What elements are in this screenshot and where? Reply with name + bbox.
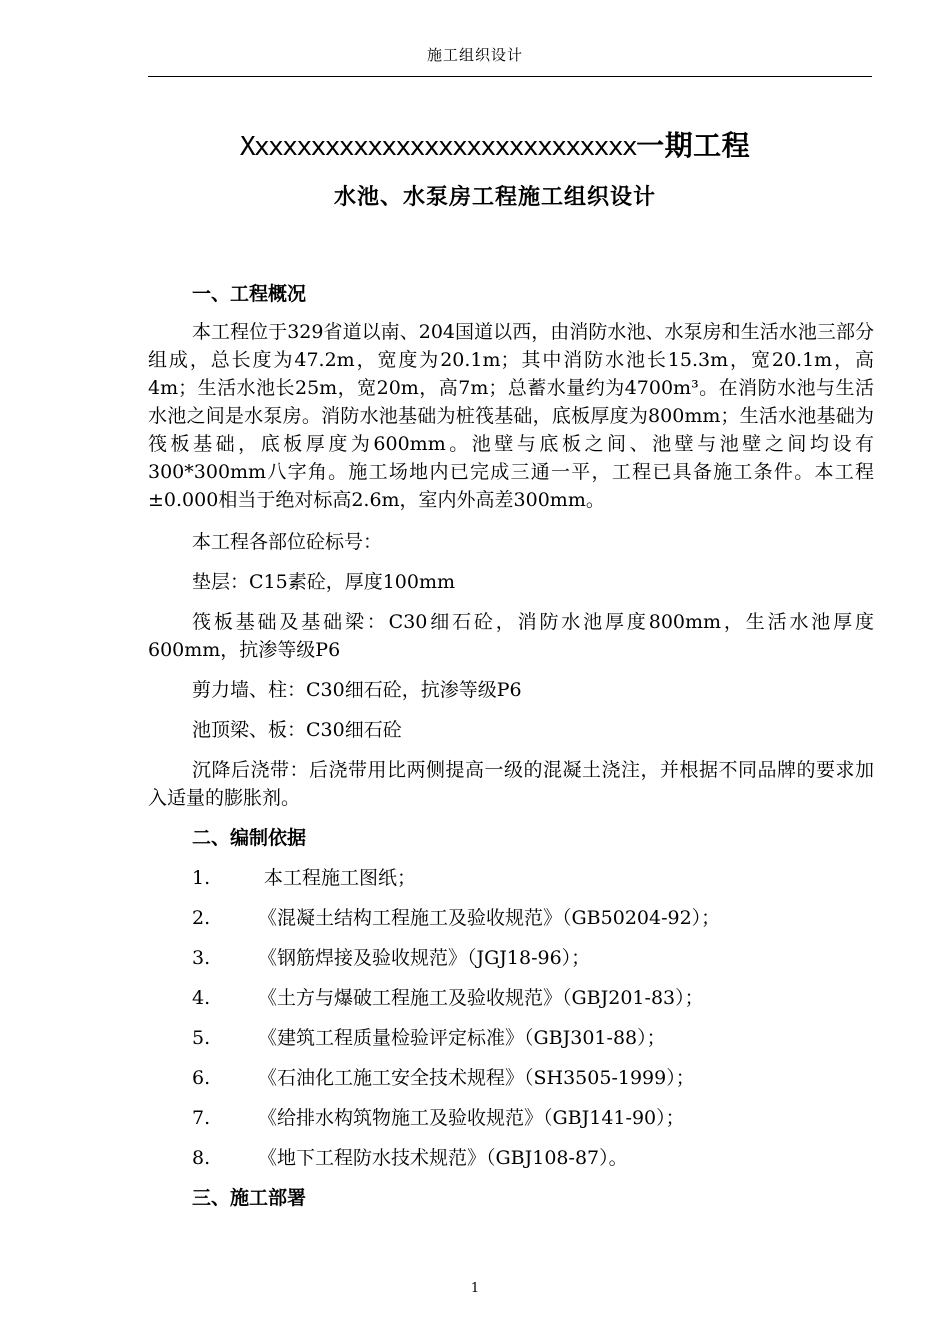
title-placeholder: Xxxxxxxxxxxxxxxxxxxxxxxxxxxx bbox=[239, 132, 637, 162]
list-item: 4. 《土方与爆破工程施工及验收规范》（GBJ201-83）； bbox=[192, 987, 704, 1009]
list-item: 3. 《钢筋焊接及验收规范》（JGJ18-96）； bbox=[192, 947, 591, 969]
overview-paragraph: 本工程位于329省道以南、204国道以西，由消防水池、水泵房和生活水池三部分组成，总长度为47.2m，宽度为20.1m；其中消防水池长15.3m，宽20.1m，高4m；生活水池长25m，宽20m，高7m；总蓄水量约为4700m³。在消防水池与生活水池之间是水泵房。消防水池基础为桩筏基础，底板厚度为800mm；生活水池基础为筏板基础，底板厚度为600mm。池壁与底板之间、池壁与池壁之间均设有300*300mm八字角。施工场地内已完成三通一平，工程已具备施工条件。本工程±0.000相当于绝对标高2.6m，室内外高差300mm。 bbox=[148, 321, 874, 511]
document-subtitle: 水池、水泵房工程施工组织设计 bbox=[333, 184, 656, 210]
section-heading-basis: 二、编制依据 bbox=[192, 827, 307, 849]
header-divider bbox=[148, 76, 872, 77]
list-item: 5. 《建筑工程质量检验评定标准》（GBJ301-88）； bbox=[192, 1027, 666, 1049]
concrete-grade-cushion: 垫层：C15素砼，厚度100mm bbox=[192, 571, 456, 593]
concrete-grade-intro: 本工程各部位砼标号： bbox=[192, 531, 383, 553]
reference-list bbox=[148, 864, 874, 1172]
list-item: 7. 《给排水构筑物施工及验收规范》（GBJ141-90）； bbox=[192, 1107, 685, 1129]
section-heading-deployment: 三、施工部署 bbox=[192, 1187, 307, 1209]
list-item: 2. 《混凝土结构工程施工及验收规范》（GB50204-92）； bbox=[192, 907, 721, 929]
concrete-grade-walls: 剪力墙、柱：C30细石砼，抗渗等级P6 bbox=[192, 679, 522, 701]
page-number: 1 bbox=[470, 1281, 480, 1296]
section-heading-overview: 一、工程概况 bbox=[192, 283, 307, 305]
concrete-grade-raft: 筏板基础及基础梁：C30细石砼，消防水池厚度800mm，生活水池厚度600mm，抗渗等级P6 bbox=[148, 611, 874, 661]
list-item: 6. 《石油化工施工安全技术规程》（SH3505-1999）； bbox=[192, 1067, 695, 1089]
page-header: 施工组织设计 bbox=[426, 46, 523, 64]
post-pour-strip: 沉降后浇带：后浇带用比两侧提高一级的混凝土浇注，并根据不同品牌的要求加入适量的膨胀剂。 bbox=[148, 759, 874, 809]
list-item: 1. 本工程施工图纸； bbox=[192, 867, 417, 889]
list-item: 8. 《地下工程防水技术规范》（GBJ108-87）。 bbox=[192, 1147, 628, 1169]
title-suffix: 一期工程 bbox=[636, 129, 751, 162]
concrete-grade-roof: 池顶梁、板：C30细石砼 bbox=[192, 719, 402, 741]
document-body bbox=[148, 280, 874, 1212]
document-title bbox=[0, 124, 950, 164]
